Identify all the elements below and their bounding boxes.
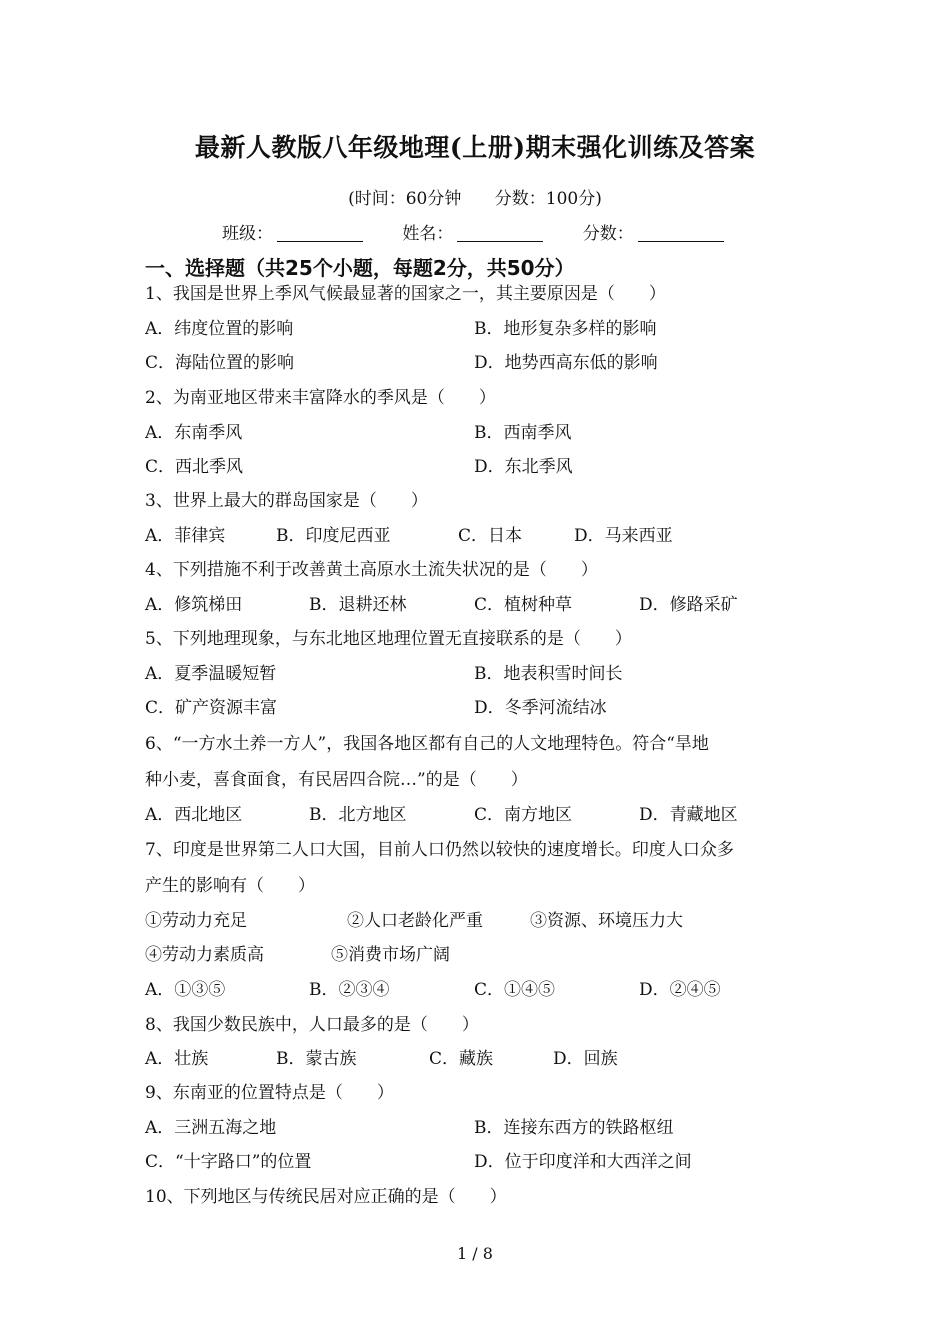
question-7-item-1: ①劳动力充足	[145, 911, 247, 931]
question-7-item-4: ④劳动力素质高	[145, 945, 264, 965]
question-1-option-d: D．地势西高东低的影响	[474, 353, 658, 373]
question-7-option-b: B．②③④	[309, 980, 390, 1000]
question-6-stem-line-2: 种小麦，喜食面食，有民居四合院…”的是（ ）	[145, 770, 528, 790]
question-6-option-d: D．青藏地区	[639, 805, 738, 825]
question-4-option-a: A．修筑梯田	[145, 595, 243, 615]
time-info: (时间：60分钟	[348, 189, 462, 209]
question-3-stem: 3、世界上最大的群岛国家是（ ）	[145, 491, 428, 511]
class-field[interactable]	[222, 219, 363, 244]
question-5-option-b: B．地表积雪时间长	[474, 664, 623, 684]
question-1-option-b: B．地形复杂多样的影响	[474, 319, 657, 339]
student-info-fields	[222, 219, 758, 244]
question-7-item-3: ③资源、环境压力大	[530, 911, 683, 931]
score-label: 分数：	[582, 224, 634, 244]
question-7-stem-line-1: 7、印度是世界第二人口大国，目前人口仍然以较快的速度增长。印度人口众多	[145, 840, 734, 860]
question-7-item-2: ②人口老龄化严重	[347, 911, 483, 931]
document-title: 最新人教版八年级地理(上册)期末强化训练及答案	[194, 133, 756, 162]
question-9-option-a: A．三洲五海之地	[145, 1118, 277, 1138]
question-6-option-b: B．北方地区	[309, 805, 407, 825]
question-6-option-c: C．南方地区	[474, 805, 573, 825]
class-label: 班级：	[222, 224, 273, 244]
question-7-item-5: ⑤消费市场广阔	[331, 945, 450, 965]
question-3-option-a: A．菲律宾	[145, 526, 226, 546]
question-9-stem: 9、东南亚的位置特点是（ ）	[145, 1083, 394, 1103]
question-1-option-c: C．海陆位置的影响	[145, 353, 295, 373]
score-info: 分数：100分)	[494, 189, 602, 209]
question-2-option-d: D．东北季风	[474, 457, 573, 477]
score-blank[interactable]	[638, 223, 724, 242]
question-8-option-b: B．蒙古族	[276, 1049, 357, 1069]
question-6-option-a: A．西北地区	[145, 805, 243, 825]
question-4-stem: 4、下列措施不利于改善黄土高原水土流失状况的是（ ）	[145, 560, 598, 580]
question-2-option-a: A．东南季风	[145, 423, 243, 443]
question-5-option-d: D．冬季河流结冰	[474, 698, 607, 718]
question-9-option-b: B．连接东西方的铁路枢纽	[474, 1118, 674, 1138]
question-6-stem-line-1: 6、“一方水土养一方人”，我国各地区都有自己的人文地理特色。符合“旱地	[145, 734, 709, 754]
question-5-option-c: C．矿产资源丰富	[145, 698, 278, 718]
page-number: 1 / 8	[457, 1244, 493, 1263]
question-7-option-a: A．①③⑤	[145, 980, 226, 1000]
question-9-option-c: C．“十字路口”的位置	[145, 1152, 312, 1172]
question-4-option-b: B．退耕还林	[309, 595, 407, 615]
question-8-option-d: D．回族	[553, 1049, 618, 1069]
question-7-option-c: C．①④⑤	[474, 980, 556, 1000]
question-3-option-d: D．马来西亚	[574, 526, 673, 546]
question-1-stem: 1、我国是世界上季风气候最显著的国家之一，其主要原因是（ ）	[145, 284, 666, 304]
question-9-option-d: D．位于印度洋和大西洋之间	[474, 1152, 692, 1172]
class-blank[interactable]	[277, 223, 363, 242]
question-2-stem: 2、为南亚地区带来丰富降水的季风是（ ）	[145, 388, 496, 408]
question-3-option-b: B．印度尼西亚	[276, 526, 391, 546]
question-4-option-d: D．修路采矿	[639, 595, 738, 615]
question-4-option-c: C．植树种草	[474, 595, 573, 615]
section-title: 一、选择题（共25个小题，每题2分，共50分）	[145, 256, 575, 280]
name-label: 姓名：	[402, 224, 454, 244]
name-field[interactable]	[402, 219, 543, 244]
question-10-stem: 10、下列地区与传统民居对应正确的是（ ）	[145, 1187, 507, 1207]
score-field[interactable]	[583, 219, 724, 244]
question-8-stem: 8、我国少数民族中，人口最多的是（ ）	[145, 1015, 479, 1035]
question-7-option-d: D．②④⑤	[639, 980, 721, 1000]
question-2-option-c: C．西北季风	[145, 457, 244, 477]
question-3-option-c: C．日本	[458, 526, 523, 546]
question-7-stem-line-2: 产生的影响有（ ）	[145, 876, 315, 896]
question-5-stem: 5、下列地理现象，与东北地区地理位置无直接联系的是（ ）	[145, 629, 632, 649]
question-2-option-b: B．西南季风	[474, 423, 572, 443]
exam-meta	[0, 184, 950, 209]
question-1-option-a: A．纬度位置的影响	[145, 319, 294, 339]
question-8-option-a: A．壮族	[145, 1049, 209, 1069]
question-8-option-c: C．藏族	[429, 1049, 494, 1069]
name-blank[interactable]	[457, 223, 543, 242]
question-5-option-a: A．夏季温暖短暂	[145, 664, 277, 684]
